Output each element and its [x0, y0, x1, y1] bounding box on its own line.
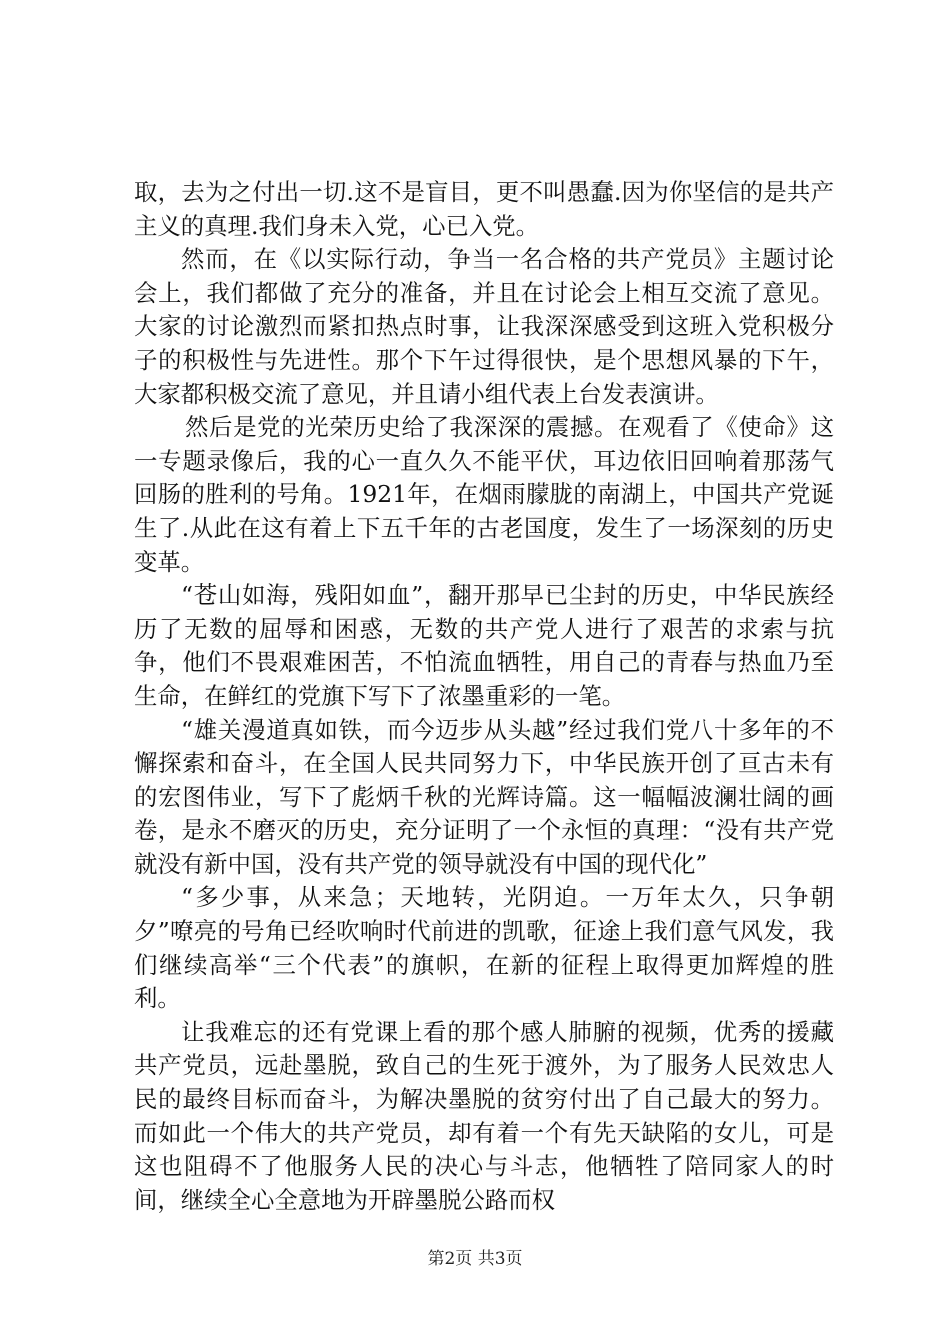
paragraph-3: 然后是党的光荣历史给了我深深的震撼。在观看了《使命》这一专题录像后，我的心一直久久不能平伏，耳边依旧回响着那荡气回肠的胜利的号角。1921年，在烟雨朦胧的南湖上，中国共产党诞生了.从此在这有着上下五千年的古老国度，发生了一场深刻的历史变革。	[134, 413, 834, 576]
paragraph-4: “苍山如海，残阳如血”，翻开那早已尘封的历史，中华民族经历了无数的屈辱和困惑，无数的共产党人进行了艰苦的求索与抗争，他们不畏艰难困苦，不怕流血牺牲，用自己的青春与热血乃至生命，在鲜红的党旗下写下了浓墨重彩的一笔。	[134, 581, 834, 710]
paragraph-2: 然而，在《以实际行动，争当一名合格的共产党员》主题讨论会上，我们都做了充分的准备，并且在讨论会上相互交流了意见。大家的讨论激烈而紧扣热点时事，让我深深感受到这班入党积极分子的积极性与先进性。那个下午过得很快，是个思想风暴的下午，大家都积极交流了意见，并且请小组代表上台发表演讲。	[134, 245, 834, 408]
body-text	[134, 176, 834, 1217]
page-footer: 第2页 共3页	[427, 1249, 523, 1269]
paragraph-6: “多少事，从来急；天地转，光阴迫。一万年太久，只争朝夕”嘹亮的号角已经吹响时代前进的凯歌，征途上我们意气风发，我们继续高举“三个代表”的旗帜，在新的征程上取得更加辉煌的胜利。	[134, 883, 834, 1013]
paragraph-1: 取，去为之付出一切.这不是盲目，更不叫愚蠢.因为你坚信的是共产主义的真理.我们身未入党，心已入党。	[134, 178, 834, 240]
paragraph-5: “雄关漫道真如铁，而今迈步从头越”经过我们党八十多年的不懈探索和奋斗，在全国人民共同努力下，中华民族开创了亘古未有的宏图伟业，写下了彪炳千秋的光辉诗篇。这一幅幅波澜壮阔的画卷，是永不磨灭的历史，充分证明了一个永恒的真理：“没有共产党就没有新中国，没有共产党的领导就没有中国的现代化”	[134, 715, 834, 878]
paragraph-7: 让我难忘的还有党课上看的那个感人肺腑的视频，优秀的援藏共产党员，远赴墨脱，致自己的生死于渡外，为了服务人民效忠人民的最终目标而奋斗，为解决墨脱的贫穷付出了自己最大的努力。而如此一个伟大的共产党员，却有着一个有先天缺陷的女儿，可是这也阻碍不了他服务人民的决心与斗志，他牺牲了陪同家人的时间，继续全心全意地为开辟墨脱公路而权	[134, 1017, 834, 1214]
